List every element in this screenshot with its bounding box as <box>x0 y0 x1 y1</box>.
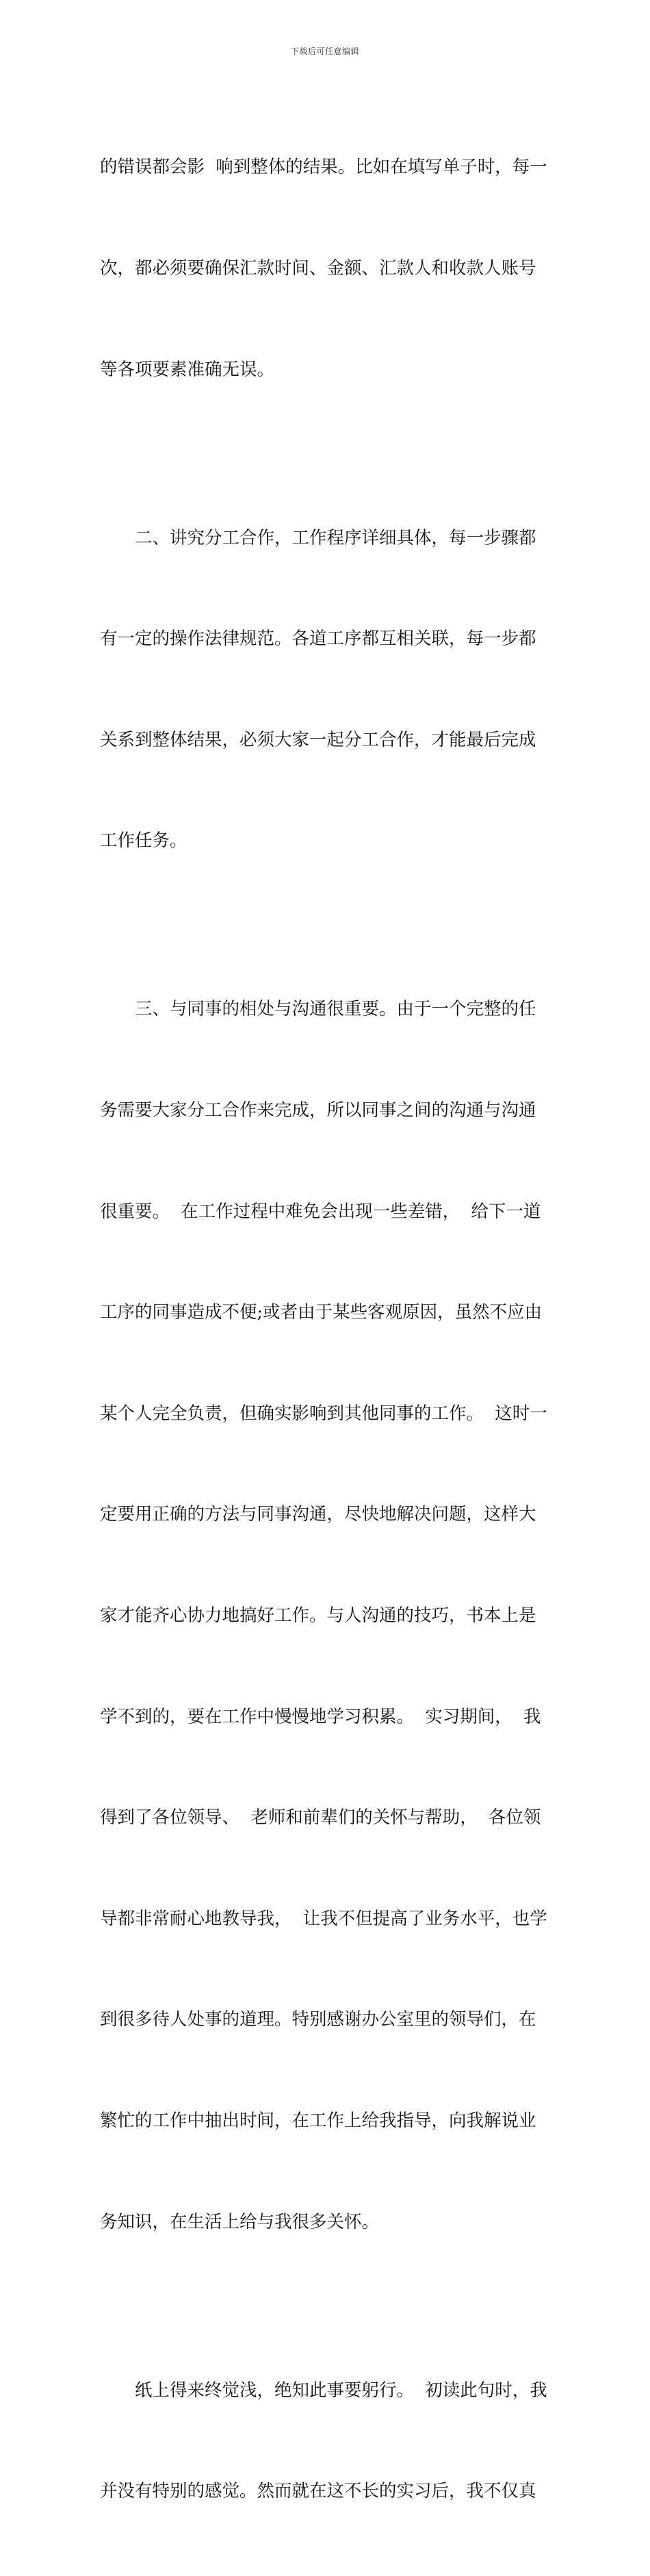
paragraph-1 <box>100 84 551 454</box>
text-line: 得到了各位领导、 老师和前辈们的关怀与帮助， 各位领 <box>100 1807 541 1828</box>
text-line: 某个人完全负责，但确实影响到其他同事的工作。 这时一 <box>100 1403 547 1424</box>
text-line: 的错误都会影 响到整体的结果。比如在填写单子时，每一 <box>100 157 547 178</box>
document-body <box>100 84 551 2576</box>
text-line: 到很多待人处事的道理。特别感谢办公室里的领导们，在 <box>100 2009 536 2030</box>
paragraph-3 <box>100 926 551 2306</box>
text-line: 定要用正确的方法与同事沟通，尽快地解决问题，这样大 <box>100 1504 536 1525</box>
text-line: 二、讲究分工合作，工作程序详细具体，每一步骤都 <box>135 527 536 548</box>
text-line: 工作任务。 <box>100 830 187 852</box>
paragraph-4 <box>100 2306 551 2576</box>
text-line: 有一定的操作法律规范。各道工序都互相关联，每一步都 <box>100 628 536 650</box>
page-header: 下载后可任意编辑 <box>290 47 359 56</box>
text-line: 次，都必须要确保汇款时间、金额、汇款人和收款人账号 <box>100 258 536 279</box>
text-line: 家才能齐心协力地搞好工作。与人沟通的技巧，书本上是 <box>100 1605 536 1626</box>
text-line: 学不到的，要在工作中慢慢地学习积累。 实习期间， 我 <box>100 1706 541 1727</box>
text-line: 务需要大家分工合作来完成，所以同事之间的沟通与沟通 <box>100 1099 536 1121</box>
text-line: 等各项要素准确无误。 <box>100 359 275 380</box>
text-line: 务知识，在生活上给与我很多关怀。 <box>100 2211 380 2232</box>
text-line: 三、与同事的相处与沟通很重要。由于一个完整的任 <box>135 999 536 1020</box>
text-line: 工序的同事造成不便;或者由于某些客观原因，虽然不应由 <box>100 1302 543 1323</box>
paragraph-2 <box>100 454 551 926</box>
text-line: 关系到整体结果，必须大家一起分工合作，才能最后完成 <box>100 729 536 750</box>
text-line: 纸上得来终觉浅，绝知此事要躬行。 初读此句时，我 <box>135 2380 547 2401</box>
text-line: 导都非常耐心地教导我， 让我不但提高了业务水平，也学 <box>100 1908 547 1929</box>
text-line: 很重要。 在工作过程中难免会出现一些差错， 给下一道 <box>100 1201 541 1222</box>
text-line: 繁忙的工作中抽出时间，在工作上给我指导，向我解说业 <box>100 2110 536 2131</box>
text-line: 并没有特别的感觉。然而就在这不长的实习后，我不仅真 <box>100 2481 536 2502</box>
